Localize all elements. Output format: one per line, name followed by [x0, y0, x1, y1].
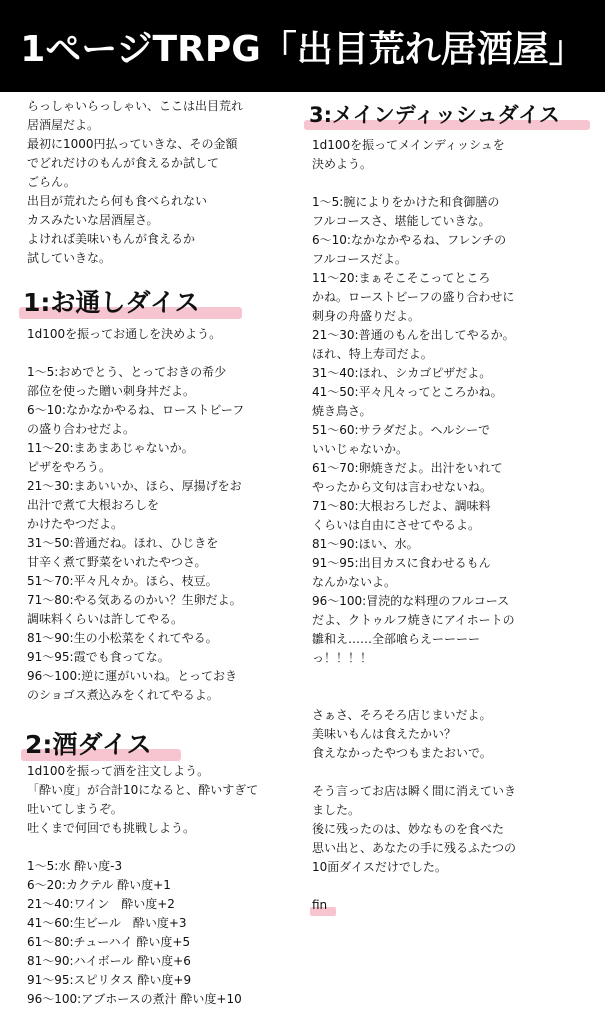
table-row: 91〜95:霞でも食ってな。 [27, 650, 170, 664]
table-row: いいじゃないか。 [312, 442, 409, 456]
page-title: 1ページTRPG「出目荒れ居酒屋」 [20, 28, 585, 70]
section3-heading: 3:メインディッシュダイス [309, 103, 560, 127]
table-row: 31〜50:普通だね。ほれ、ひじきを [27, 536, 219, 550]
table-row: 96〜100:逆に運がいいね。とっておき [27, 669, 237, 683]
description-line: 吐いてしまうぞ。 [27, 802, 123, 816]
table-row: 部位を使った贈い刺身丼だよ。 [27, 384, 196, 398]
table-row: 81〜90:ほい、水。 [312, 537, 419, 551]
table-row: 甘辛く煮て野菜をいれたやつさ。 [27, 555, 207, 569]
table-row: 6〜20:カクテル 酔い度+1 [27, 878, 171, 892]
ending-line: さぁさ、そろそろ店じまいだよ。 [312, 708, 492, 722]
table-row: 刺身の舟盛りだよ。 [312, 309, 421, 323]
ending-paragraph-1 [312, 706, 597, 763]
section1-description: 1d100を振ってお通しを決めよう。 [27, 327, 222, 341]
table-row: ほれ、特上寿司だよ。 [312, 347, 433, 361]
intro-line: 最初に1000円払っていきな、その金額 [27, 137, 238, 151]
section1-heading-block [23, 285, 292, 325]
intro-line: らっしゃいらっしゃい、ここは出目荒れ [27, 99, 244, 113]
description-line: 「酔い度」が合計10になると、酔いすぎて [27, 783, 259, 797]
intro-line: よければ美味いもんが食えるか [27, 232, 196, 246]
fin-text: fin [312, 898, 328, 912]
table-row: 41〜50:平々凡々ってところかね。 [312, 385, 503, 399]
ending-line: ました。 [312, 803, 361, 817]
table-row: 11〜20:まあまあじゃないか。 [27, 441, 194, 455]
intro-line: カスみたいな居酒屋さ。 [27, 213, 159, 227]
table-row: かけたやつだよ。 [27, 517, 124, 531]
table-row: 1〜5:おめでとう、とっておきの希少 [27, 365, 227, 379]
section3-heading-block [309, 100, 597, 134]
section1-heading: 1:お通しダイス [23, 288, 200, 317]
table-row: ピザをやろう。 [27, 460, 112, 474]
ending-line: 思い出と、あなたの手に残るふたつの [312, 841, 517, 855]
table-row: っ！！！！ [312, 651, 373, 665]
description-line: 決めよう。 [312, 157, 373, 171]
table-row: くらいは自由にさせてやるよ。 [312, 518, 481, 532]
description-line: 1d100を振って酒を注文しよう。 [27, 764, 210, 778]
description-line: 1d100を振ってメインディッシュを [312, 138, 505, 152]
table-row: 61〜70:卵焼きだよ。出汁をいれて [312, 461, 503, 475]
table-row: 41〜60:生ビール 酔い度+3 [27, 916, 187, 930]
table-row: 71〜80:やる気あるのかい？生卵だよ。 [27, 593, 242, 607]
description-line: 吐くまで何回でも挑戦しよう。 [27, 821, 196, 835]
table-row: フルコースさ、堪能していきな。 [312, 214, 491, 228]
table-row: 81〜90:生の小松菜をくれてやる。 [27, 631, 218, 645]
table-row: だよ、クトゥルフ焼きにアイホートの [312, 613, 515, 627]
table-row: 31〜40:ほれ、シカゴピザだよ。 [312, 366, 492, 380]
ending-paragraph-2 [312, 782, 597, 877]
table-row: 11〜20:まぁそこそこってところ [312, 271, 491, 285]
section1-table [27, 363, 292, 705]
table-row: 出汁で煮て大根おろしを [27, 498, 160, 512]
intro-line: 試していきな。 [27, 251, 112, 265]
table-row: やったから文句は言わせないね。 [312, 480, 493, 494]
table-row: 6〜10:なかなかやるね、フレンチの [312, 233, 507, 247]
table-row: 51〜70:平々凡々か。ほら、枝豆。 [27, 574, 218, 588]
table-row: 91〜95:スピリタス 酔い度+9 [27, 973, 192, 987]
table-row: 96〜100:冒涜的な料理のフルコース [312, 594, 510, 608]
ending-line: 10面ダイスだけでした。 [312, 860, 447, 874]
fin-block [312, 896, 597, 915]
table-row: 91〜95:出目カスに食わせるもん [312, 556, 491, 570]
section2-description [27, 762, 292, 838]
intro-line: 居酒屋だよ。 [27, 118, 100, 132]
intro-line: ごらん。 [27, 175, 76, 189]
ending-line: 美味いもんは食えたかい？ [312, 727, 457, 741]
section2-table [27, 857, 292, 1009]
right-column [309, 100, 597, 915]
ending-line: 後に残ったのは、妙なものを食べた [312, 822, 505, 836]
table-row: 21〜40:ワイン 酔い度+2 [27, 897, 175, 911]
table-row: のショゴス煮込みをくれてやるよ。 [27, 688, 219, 702]
table-row: 1〜5:水 酔い度-3 [27, 859, 123, 873]
table-row: 6〜10:なかなかやるね、ローストビーフ [27, 403, 245, 417]
table-row: 71〜80:大根おろしだよ、調味料 [312, 499, 491, 513]
table-row: かね。ローストビーフの盛り合わせに [312, 290, 515, 304]
section3-description [312, 136, 597, 174]
section3-table [312, 193, 597, 668]
table-row: 51〜60:サラダだよ。ヘルシーで [312, 423, 491, 437]
table-row: フルコースだよ。 [312, 252, 407, 266]
title-banner [0, 0, 605, 92]
table-row: 96〜100:アブホースの煮汁 酔い度+10 [27, 992, 242, 1006]
ending-line: そう言ってお店は瞬く間に消えていき [312, 784, 517, 798]
intro-text [27, 97, 292, 268]
ending-line: 食えなかったやつもまたおいで。 [312, 746, 492, 760]
table-row: 81〜90:ハイボール 酔い度+6 [27, 954, 191, 968]
table-row: 焼き鳥さ。 [312, 404, 372, 418]
intro-line: 出目が荒れたら何も食べられない [27, 194, 208, 208]
table-row: 21〜30:まあいいか、ほら、厚揚げをお [27, 479, 242, 493]
intro-line: でどれだけのもんが食えるか試して [27, 156, 220, 170]
table-row: 調味料くらいは許してやる。 [27, 612, 184, 626]
table-row: 雛和え……全部喰らえーーーー [312, 632, 481, 646]
table-row: 1〜5:腕によりをかけた和食御膳の [312, 195, 500, 209]
table-row: なんかないよ。 [312, 575, 397, 589]
section2-heading: 2:酒ダイス [25, 730, 152, 759]
table-row: 61〜80:チューハイ 酔い度+5 [27, 935, 191, 949]
table-row: の盛り合わせだよ。 [27, 422, 136, 436]
section2-heading-block [27, 728, 292, 762]
left-column [23, 97, 292, 1009]
table-row: 21〜30:普通のもんを出してやるか。 [312, 328, 515, 342]
